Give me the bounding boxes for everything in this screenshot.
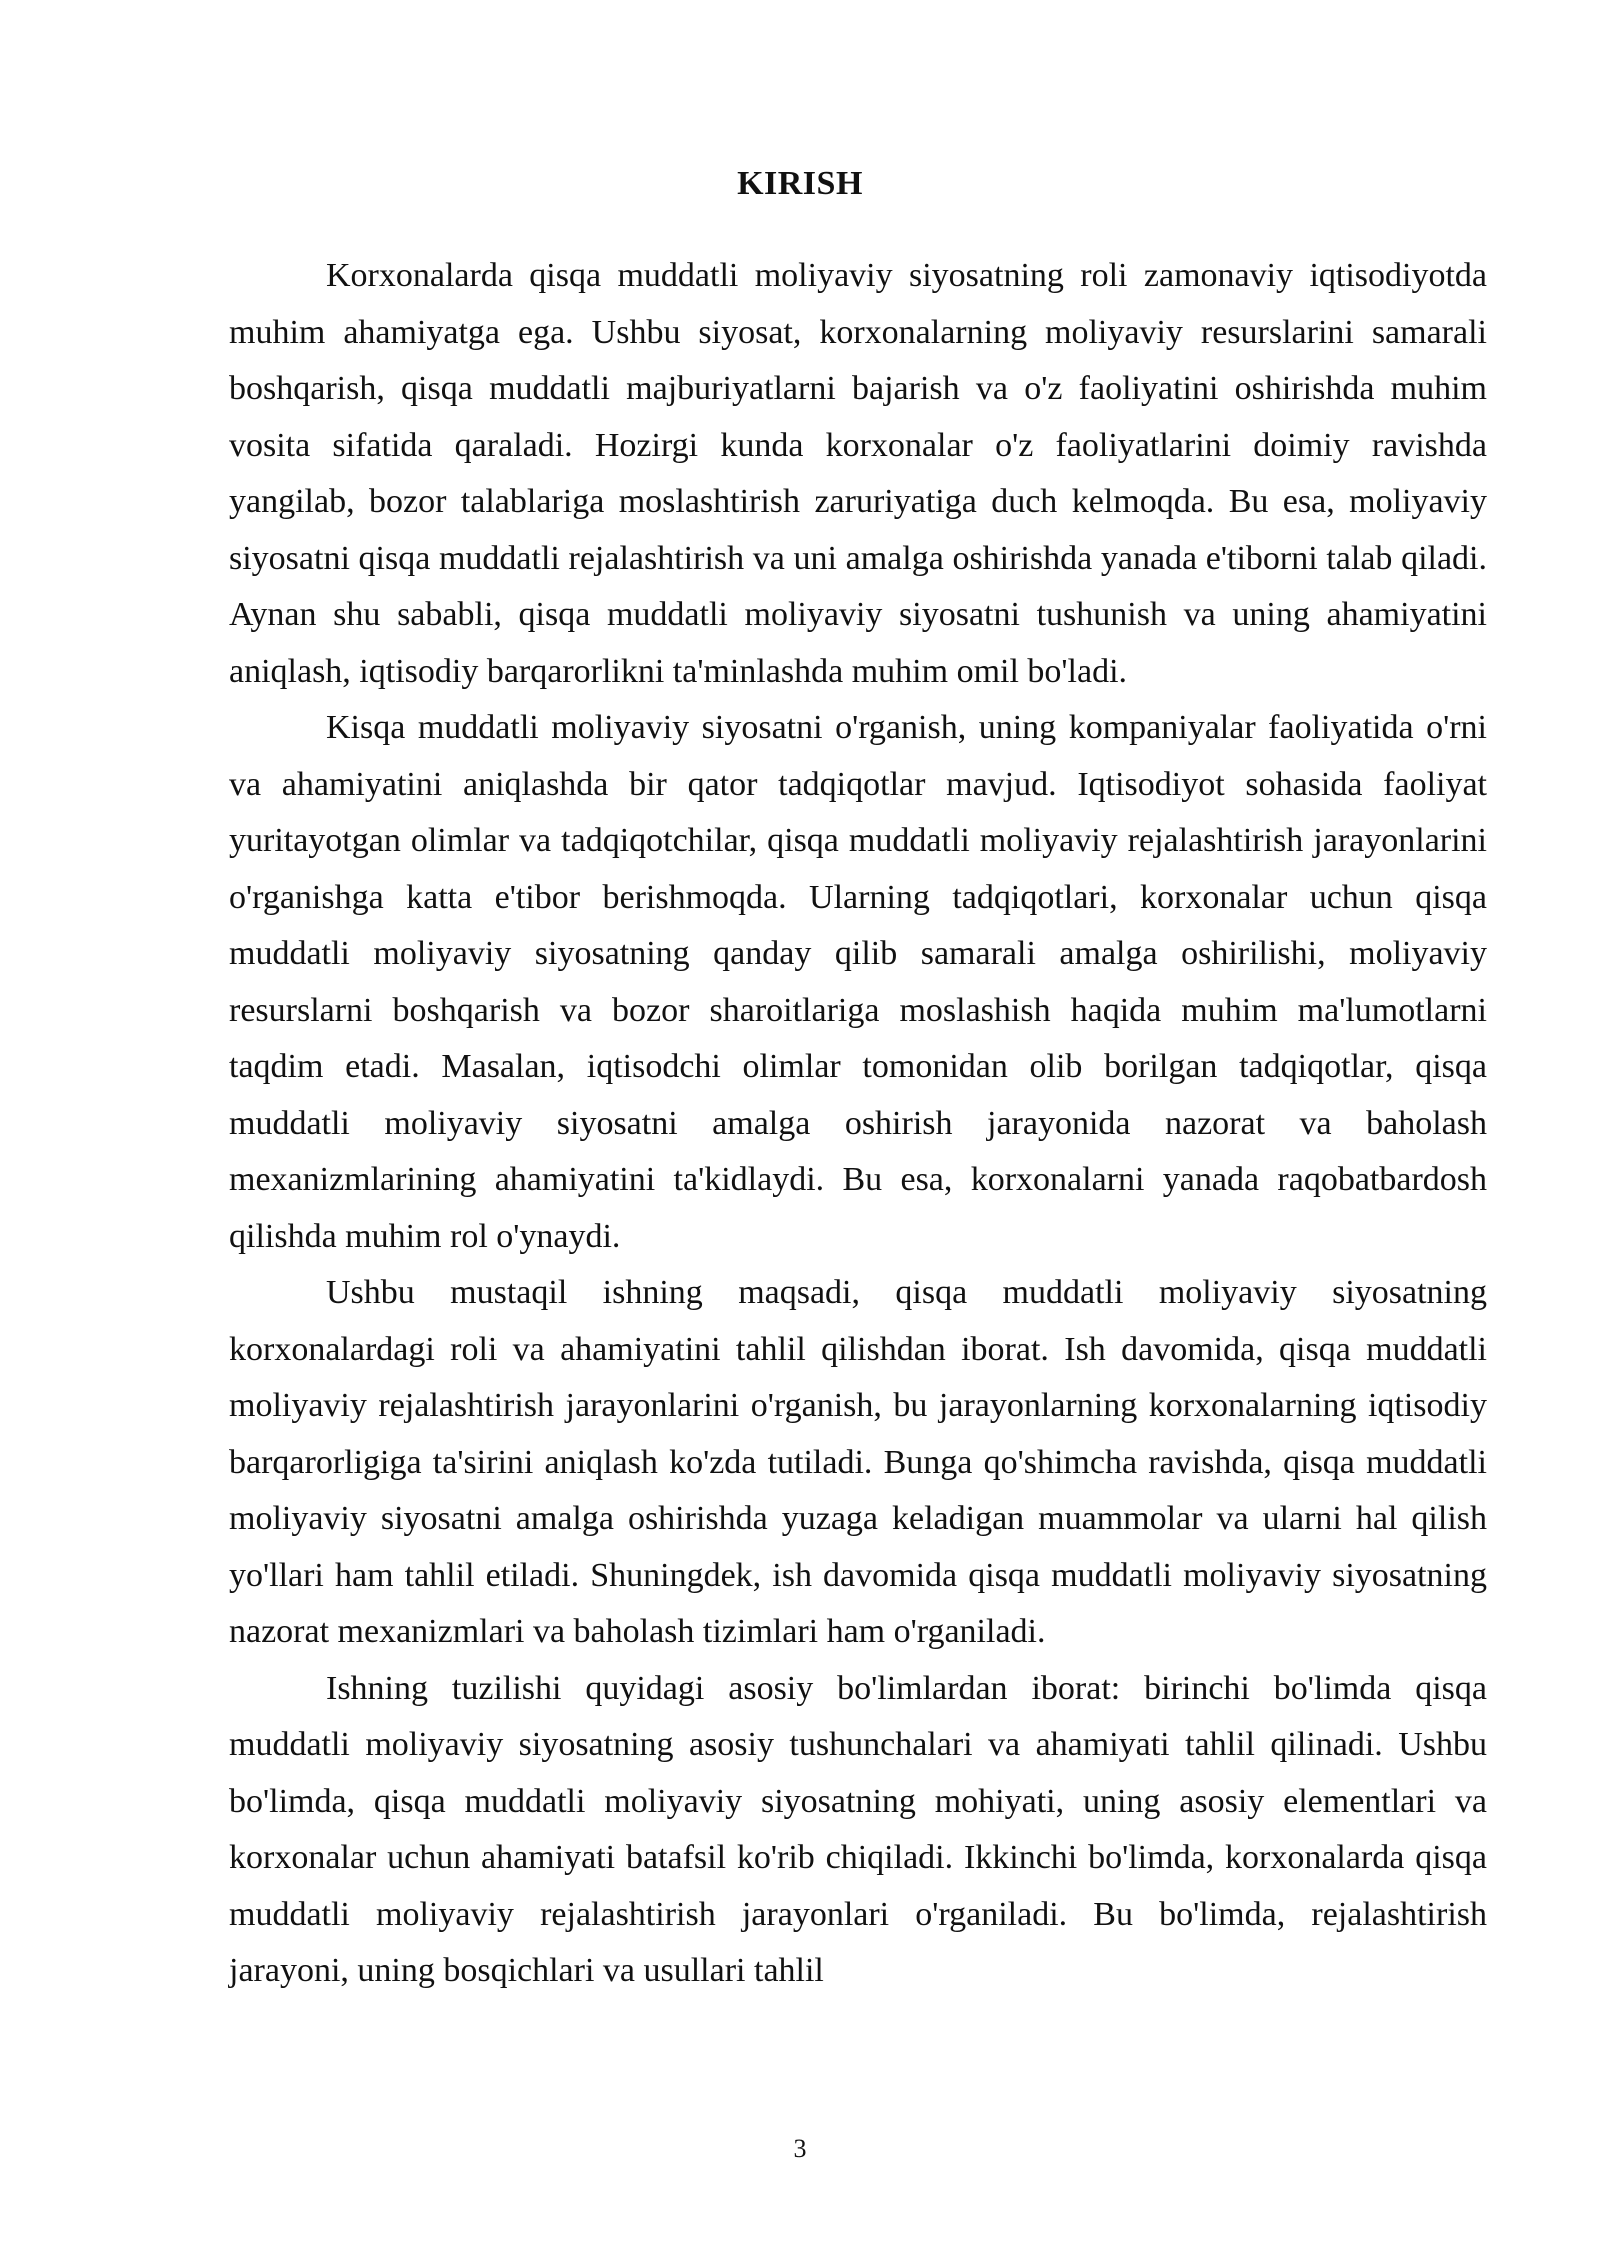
paragraph-structure: Ishning tuzilishi quyidagi asosiy bo'limlardan iborat: birinchi bo'limda qisqa muddatli moliyaviy siyosatning asosiy tushunchalari va ahamiyati tahlil qilinadi. Ushbu bo'limda, qisqa muddatli moliyaviy siyosatning mohiyati, uning asosiy elementlari va korxonalar uchun ahamiyati batafsil ko'rib chiqiladi. Ikkinchi bo'limda, korxonalarda qisqa muddatli moliyaviy rejalashtirish jarayonlari o'rganiladi. Bu bo'limda, rejalashtirish jarayoni, uning bosqichlari va usullari tahlil [229,1669,1487,1989]
page-number: 3 [793,2134,807,2163]
paragraph-research-review: Kisqa muddatli moliyaviy siyosatni o'rganish, uning kompaniyalar faoliyatida o'rni va ahamiyatini aniqlashda bir qator tadqiqotlar mavjud. Iqtisodiyot sohasida faoliyat yuritayotgan olimlar va tadqiqotchilar, qisqa muddatli moliyaviy rejalashtirish jarayonlarini o'rganishga katta e'tibor berishmoqda. Ularning tadqiqotlari, korxonalar uchun qisqa muddatli moliyaviy siyosatning qanday qilib samarali amalga oshirilishi, moliyaviy resurslarni boshqarish va bozor sharoitlariga moslashish haqida muhim ma'lumotlarni taqdim etadi. Masalan, iqtisodchi olimlar tomonidan olib borilgan tadqiqotlar, qisqa muddatli moliyaviy siyosatni amalga oshirish jarayonida nazorat va baholash mexanizmlarining ahamiyatini ta'kidlaydi. Bu esa, korxonalarni yanada raqobatbardosh qilishda muhim rol o'ynaydi. [229,709,1487,1255]
page-title: KIRISH [737,165,863,202]
paragraph-purpose: Ushbu mustaqil ishning maqsadi, qisqa muddatli moliyaviy siyosatning korxonalardagi roli va ahamiyatini tahlil qilishdan iborat. Ish davomida, qisqa muddatli moliyaviy rejalashtirish jarayonlarini o'rganish, bu jarayonlarning korxonalarning iqtisodiy barqarorligiga ta'sirini aniqlash ko'zda tutiladi. Bunga qo'shimcha ravishda, qisqa muddatli moliyaviy siyosatni amalga oshirishda yuzaga keladigan muammolar va ularni hal qilish yo'llari ham tahlil etiladi. Shuningdek, ish davomida qisqa muddatli moliyaviy siyosatning nazorat mexanizmlari va baholash tizimlari ham o'rganiladi. [229,1274,1487,1650]
paragraph-introduction: Korxonalarda qisqa muddatli moliyaviy siyosatning roli zamonaviy iqtisodiyotda muhim ahamiyatga ega. Ushbu siyosat, korxonalarning moliyaviy resurslarini samarali boshqarish, qisqa muddatli majburiyatlarni bajarish va o'z faoliyatini oshirishda muhim vosita sifatida qaraladi. Hozirgi kunda korxonalar o'z faoliyatlarini doimiy ravishda yangilab, bozor talablariga moslashtirish zaruriyatiga duch kelmoqda. Bu esa, moliyaviy siyosatni qisqa muddatli rejalashtirish va uni amalga oshirishda yanada e'tiborni talab qiladi. Aynan shu sababli, qisqa muddatli moliyaviy siyosatni tushunish va uning ahamiyatini aniqlash, iqtisodiy barqarorlikni ta'minlashda muhim omil bo'ladi. [229,257,1487,690]
document-body [229,248,1487,2000]
